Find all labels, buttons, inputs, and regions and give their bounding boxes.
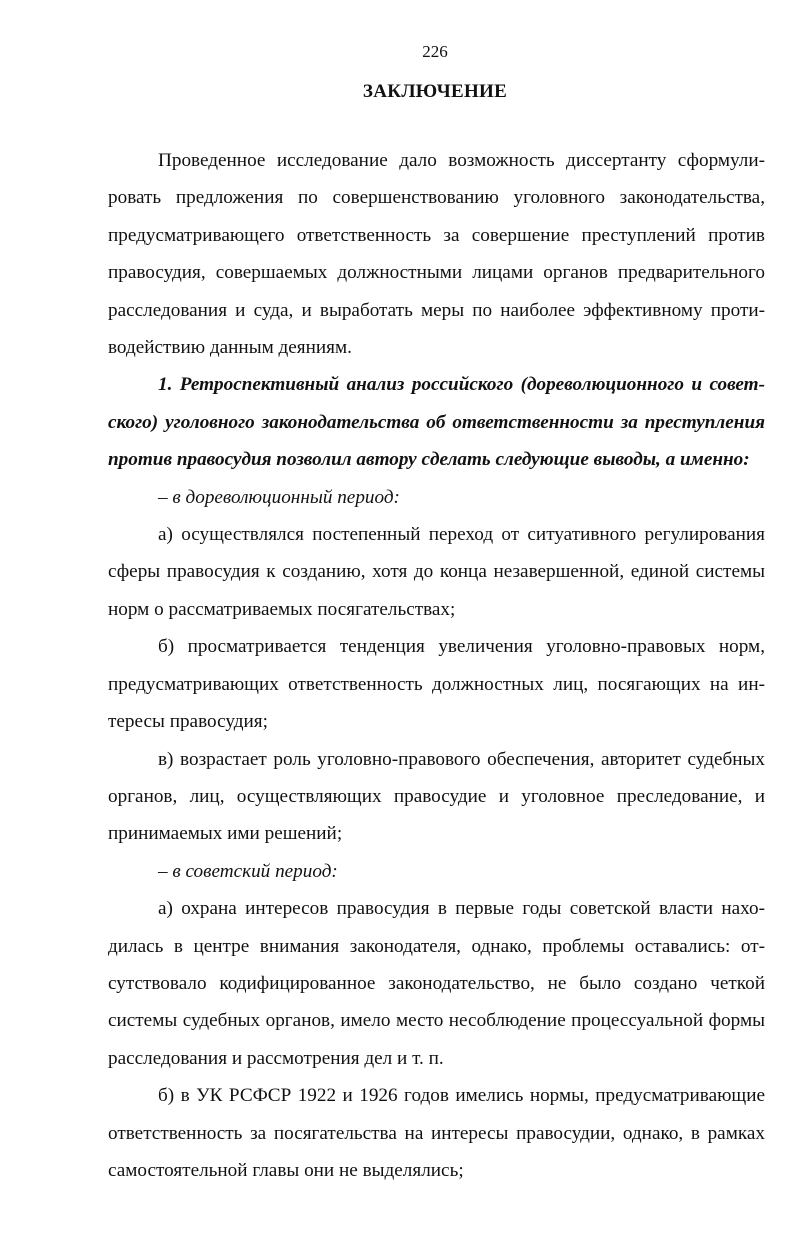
prerevolutionary-item-a: а) осуществлялся постепенный переход от ситуативного регулирования сферы правосудия к созданию, хотя до конца незавершенной, единой системы норм о рассматриваемых посягательствах; [108, 524, 765, 620]
soviet-item-b: б) в УК РСФСР 1922 и 1926 годов имелись нормы, предусматривающие ответственность за посягательства на интересы правосудии, однако, в рамках самостоятельной главы они не выделялись; [108, 1085, 765, 1181]
page-number: 226 [422, 42, 448, 61]
intro-paragraph: Проведенное исследование дало возможность диссертанту сформулировать предложения по совершенствованию уголовного законодательства, предусматривающего ответственность за совершение преступлений против правосудия, совершаемых должностными лицами органов предварительного расследования и суда, и выработать меры по наиболее эффективному противодействию данным деяниям. [108, 150, 765, 359]
prerevolutionary-item-v: в) возрастает роль уголовно-правового обеспечения, авторитет судебных органов, лиц, осуществляющих правосудие и уголовное преследование, и принимаемых ими решений; [108, 748, 765, 845]
soviet-item-a: а) охрана интересов правосудия в первые годы советской власти находилась в центре внимания законодателя, однако, проблемы оставались: отсутствовало кодифицированное законодательство, не было создано четкой системы судебных органов, имело место несоблюдение процессуальной формы расследования и рассмотрения дел и т. п. [108, 898, 765, 1069]
soviet-period-subheading: – в советский период: [158, 860, 338, 882]
prerevolutionary-item-b: б) просматривается тенденция увеличения уголовно-правовых норм, предусматривающих ответственность должностных лиц, посягающих на интересы правосудия; [108, 636, 765, 733]
section-1-heading-paragraph: 1. Ретроспективный анализ российского (дореволюционного и советского) уголовного законодательства об ответственности за преступления против правосудия позволил автору сделать следующие выводы, а именно: [108, 374, 765, 471]
prerevolutionary-period-subheading: – в дореволюционный период: [158, 486, 400, 508]
page-title: ЗАКЛЮЧЕНИЕ [362, 81, 508, 102]
body-text [108, 142, 765, 1189]
